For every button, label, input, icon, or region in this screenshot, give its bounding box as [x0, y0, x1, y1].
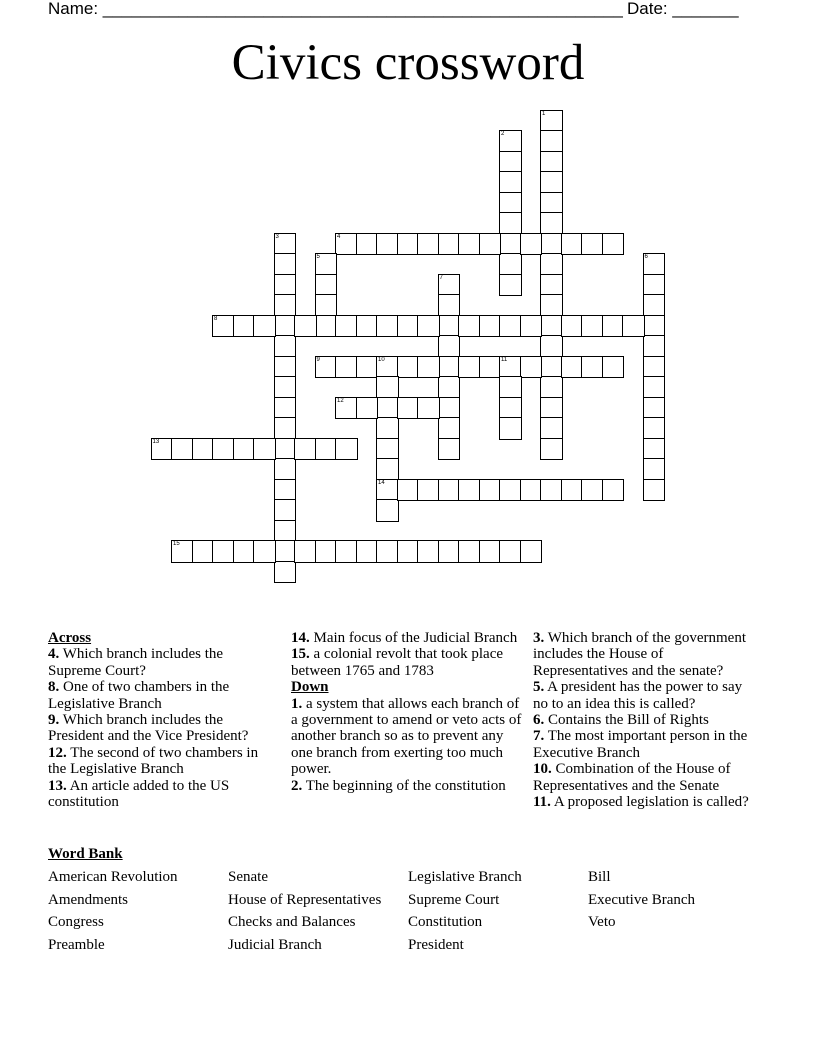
- cell-number: 8: [214, 315, 218, 322]
- crossword-cell[interactable]: [274, 561, 297, 584]
- crossword-cell[interactable]: [438, 438, 461, 461]
- cell-number: 11: [501, 356, 508, 363]
- crossword-cell[interactable]: [274, 335, 297, 358]
- crossword-cell[interactable]: [540, 438, 563, 461]
- crossword-cell[interactable]: [499, 274, 522, 297]
- crossword-cell[interactable]: [253, 438, 276, 461]
- clue-text: Contains the Bill of Rights: [544, 712, 709, 729]
- clue-number: 3.: [533, 630, 545, 646]
- crossword-cell[interactable]: [643, 356, 666, 379]
- crossword-cell[interactable]: [499, 171, 522, 194]
- crossword-cell[interactable]: [540, 212, 563, 235]
- clue-number: 9.: [48, 712, 60, 729]
- crossword-cell[interactable]: [294, 315, 317, 338]
- clue-text: Which branch of the government includes the House of Representatives and the senate?: [533, 630, 746, 679]
- crossword-cell[interactable]: [356, 315, 379, 338]
- crossword-cell[interactable]: [376, 438, 399, 461]
- clue-across-8: [48, 679, 280, 712]
- crossword-cell[interactable]: [315, 356, 338, 379]
- crossword-cell[interactable]: [520, 540, 543, 563]
- crossword-cell[interactable]: [540, 192, 563, 215]
- crossword-cell[interactable]: [233, 540, 256, 563]
- crossword-cell[interactable]: [335, 233, 358, 256]
- word-bank-item: Senate: [228, 869, 268, 885]
- clue-text: Combination of the House of Representatives and the Senate: [533, 761, 731, 794]
- down-heading: Down: [291, 679, 329, 696]
- crossword-cell[interactable]: [602, 479, 625, 502]
- clues-column-3: [533, 630, 758, 810]
- crossword-cell[interactable]: [274, 479, 297, 502]
- crossword-cell[interactable]: [499, 233, 522, 256]
- crossword-cell[interactable]: [376, 458, 399, 481]
- crossword-cell[interactable]: [417, 315, 440, 338]
- crossword-cell[interactable]: [397, 233, 420, 256]
- crossword-cell[interactable]: [540, 356, 563, 379]
- crossword-cell[interactable]: [602, 233, 625, 256]
- crossword-cell[interactable]: [376, 233, 399, 256]
- crossword-cell[interactable]: [417, 356, 440, 379]
- word-bank-item: Congress: [48, 914, 104, 930]
- clue-across-9: [48, 712, 280, 745]
- clue-text: a colonial revolt that took place between 1765 and 1783: [291, 646, 504, 679]
- word-bank-title: Word Bank: [48, 846, 123, 862]
- crossword-cell[interactable]: [520, 356, 543, 379]
- crossword-cell[interactable]: [253, 540, 276, 563]
- crossword-cell[interactable]: [540, 479, 563, 502]
- crossword-cell[interactable]: [540, 151, 563, 174]
- crossword-cell[interactable]: [417, 479, 440, 502]
- clue-number: 8.: [48, 679, 60, 696]
- clue-text: An article added to the US constitution: [48, 777, 230, 811]
- crossword-cell[interactable]: [602, 315, 625, 338]
- crossword-cell[interactable]: [335, 397, 358, 420]
- crossword-cell[interactable]: [376, 479, 399, 502]
- crossword-cell[interactable]: [335, 315, 358, 338]
- clue-text: Main focus of the Judicial Branch: [309, 630, 518, 646]
- crossword-cell[interactable]: [643, 274, 666, 297]
- date-field-label: Date: _______: [627, 0, 739, 18]
- crossword-cell[interactable]: [561, 479, 584, 502]
- clue-down-10: [533, 761, 758, 794]
- crossword-cell[interactable]: [643, 458, 666, 481]
- crossword-cell[interactable]: [540, 110, 563, 133]
- crossword-cell[interactable]: [499, 540, 522, 563]
- word-bank-item: American Revolution: [48, 869, 178, 885]
- clue-text: The second of two chambers in the Legislative Branch: [48, 744, 259, 778]
- cell-number: 14: [378, 479, 385, 486]
- crossword-cell[interactable]: [274, 294, 297, 317]
- page-title: Civics crossword: [231, 35, 585, 91]
- crossword-cell[interactable]: [274, 438, 297, 461]
- clue-number: 14.: [291, 630, 310, 646]
- clue-across-14: [291, 630, 523, 646]
- crossword-cell[interactable]: [479, 315, 502, 338]
- word-bank-item: Executive Branch: [588, 892, 696, 908]
- crossword-cell[interactable]: [499, 315, 522, 338]
- cell-number: 3: [275, 233, 279, 240]
- crossword-cell[interactable]: [438, 540, 461, 563]
- crossword-cell[interactable]: [458, 315, 481, 338]
- clue-number: 12.: [48, 744, 67, 761]
- crossword-cell[interactable]: [376, 376, 399, 399]
- clue-down-2: [291, 778, 523, 794]
- word-bank-item: President: [408, 937, 464, 953]
- crossword-cell[interactable]: [499, 356, 522, 379]
- clue-text: Which branch includes the President and the Vice President?: [48, 712, 249, 745]
- clue-number: 13.: [48, 777, 67, 794]
- cell-number: 10: [378, 356, 385, 363]
- clue-text: One of two chambers in the Legislative Branch: [48, 679, 230, 712]
- crossword-cell[interactable]: [274, 274, 297, 297]
- crossword-cell[interactable]: [376, 397, 399, 420]
- crossword-cell[interactable]: [561, 233, 584, 256]
- crossword-cell[interactable]: [274, 356, 297, 379]
- crossword-cell[interactable]: [499, 253, 522, 276]
- crossword-cell[interactable]: [335, 438, 358, 461]
- clue-across-12: [48, 745, 280, 778]
- crossword-cell[interactable]: [397, 397, 420, 420]
- crossword-cell[interactable]: [540, 315, 563, 338]
- crossword-cell[interactable]: [643, 479, 666, 502]
- crossword-cell[interactable]: [438, 294, 461, 317]
- crossword-cell[interactable]: [561, 315, 584, 338]
- clue-across-13: [48, 778, 280, 811]
- clue-number: 6.: [533, 712, 545, 729]
- crossword-cell[interactable]: [274, 540, 297, 563]
- across-heading: Across: [48, 630, 92, 646]
- crossword-cell[interactable]: [274, 315, 297, 338]
- crossword-cell[interactable]: [540, 417, 563, 440]
- crossword-cell[interactable]: [356, 233, 379, 256]
- crossword-cell[interactable]: [417, 397, 440, 420]
- clue-down-6: [533, 712, 758, 728]
- crossword-cell[interactable]: [499, 151, 522, 174]
- crossword-cell[interactable]: [581, 479, 604, 502]
- crossword-cell[interactable]: [479, 356, 502, 379]
- crossword-cell[interactable]: [438, 233, 461, 256]
- crossword-cell[interactable]: [540, 253, 563, 276]
- crossword-cell[interactable]: [335, 540, 358, 563]
- crossword-cell[interactable]: [233, 315, 256, 338]
- word-bank-item: Bill: [588, 869, 611, 885]
- clue-text: The beginning of the constitution: [302, 777, 506, 794]
- crossword-cell[interactable]: [643, 253, 666, 276]
- crossword-cell[interactable]: [520, 479, 543, 502]
- crossword-cell[interactable]: [274, 417, 297, 440]
- crossword-cell[interactable]: [643, 294, 666, 317]
- clue-across-15: [291, 646, 523, 679]
- crossword-cell[interactable]: [540, 335, 563, 358]
- crossword-cell[interactable]: [643, 397, 666, 420]
- clue-text: A president has the power to say no to an idea this is called?: [533, 679, 743, 712]
- crossword-cell[interactable]: [171, 540, 194, 563]
- crossword-cell[interactable]: [376, 540, 399, 563]
- cell-number: 5: [316, 254, 320, 260]
- crossword-cell[interactable]: [356, 397, 379, 420]
- word-bank-item: Legislative Branch: [408, 869, 522, 885]
- cell-number: 4: [337, 233, 341, 240]
- crossword-cell[interactable]: [376, 356, 399, 379]
- clues-column-2: [291, 630, 523, 794]
- cell-number: 7: [439, 274, 443, 281]
- crossword-cell[interactable]: [438, 356, 461, 379]
- crossword-cell[interactable]: [417, 233, 440, 256]
- crossword-cell[interactable]: [499, 130, 522, 153]
- crossword-cell[interactable]: [520, 315, 543, 338]
- clue-down-11: [533, 794, 758, 810]
- cell-number: 1: [542, 110, 546, 117]
- clue-number: 11.: [533, 794, 551, 811]
- clue-number: 2.: [291, 777, 303, 794]
- crossword-cell[interactable]: [274, 233, 297, 256]
- crossword-cell[interactable]: [192, 540, 215, 563]
- crossword-cell[interactable]: [274, 499, 297, 522]
- crossword-cell[interactable]: [356, 356, 379, 379]
- crossword-cell[interactable]: [274, 397, 297, 420]
- clue-number: 5.: [533, 679, 545, 696]
- crossword-cell[interactable]: [438, 335, 461, 358]
- crossword-cell[interactable]: [315, 294, 338, 317]
- crossword-cell[interactable]: [376, 499, 399, 522]
- crossword-cell[interactable]: [540, 233, 563, 256]
- word-bank-item: Constitution: [408, 914, 483, 930]
- cell-number: 9: [316, 356, 320, 363]
- crossword-cell[interactable]: [438, 376, 461, 399]
- crossword-cell[interactable]: [253, 315, 276, 338]
- crossword-cell[interactable]: [274, 253, 297, 276]
- crossword-cell[interactable]: [540, 274, 563, 297]
- crossword-cell[interactable]: [315, 274, 338, 297]
- crossword-cell[interactable]: [458, 540, 481, 563]
- crossword-cell[interactable]: [479, 233, 502, 256]
- crossword-cell[interactable]: [458, 356, 481, 379]
- crossword-cell[interactable]: [643, 417, 666, 440]
- crossword-cell[interactable]: [397, 540, 420, 563]
- crossword-cell[interactable]: [581, 356, 604, 379]
- name-field-label: Name: _______________________________________________________: [48, 0, 623, 18]
- crossword-cell[interactable]: [274, 520, 297, 543]
- crossword-cell[interactable]: [499, 192, 522, 215]
- crossword-cell[interactable]: [212, 540, 235, 563]
- crossword-cell[interactable]: [458, 479, 481, 502]
- crossword-cell[interactable]: [192, 438, 215, 461]
- cell-number: 6: [644, 254, 648, 260]
- crossword-cell[interactable]: [479, 540, 502, 563]
- crossword-cell[interactable]: [438, 274, 461, 297]
- crossword-cell[interactable]: [643, 376, 666, 399]
- clue-down-7: [533, 728, 758, 761]
- clue-number: 1.: [291, 695, 303, 712]
- clue-text: A proposed legislation is called?: [550, 794, 749, 811]
- clue-down-5: [533, 679, 758, 712]
- crossword-cell[interactable]: [233, 438, 256, 461]
- crossword-cell[interactable]: [540, 397, 563, 420]
- crossword-cell[interactable]: [171, 438, 194, 461]
- crossword-cell[interactable]: [315, 253, 338, 276]
- crossword-cell[interactable]: [335, 356, 358, 379]
- word-bank-item: Veto: [588, 914, 616, 930]
- crossword-cell[interactable]: [499, 212, 522, 235]
- crossword-cell[interactable]: [581, 233, 604, 256]
- crossword-cell[interactable]: [397, 479, 420, 502]
- crossword-cell[interactable]: [294, 438, 317, 461]
- crossword-cell[interactable]: [212, 438, 235, 461]
- crossword-cell[interactable]: [397, 315, 420, 338]
- word-bank-item: Checks and Balances: [228, 914, 356, 930]
- clue-number: 4.: [48, 646, 60, 663]
- word-bank-item: Preamble: [48, 937, 105, 953]
- clue-text: a system that allows each branch of a government to amend or veto acts of another branch so as to prevent any one branch from exerting too much power.: [291, 695, 522, 778]
- crossword-cell[interactable]: [315, 540, 338, 563]
- word-bank-item: House of Representatives: [228, 892, 382, 908]
- word-bank-item: Amendments: [48, 892, 128, 908]
- clue-down-3: [533, 630, 758, 679]
- clue-number: 10.: [533, 761, 552, 778]
- clue-number: 7.: [533, 728, 545, 745]
- clue-text: The most important person in the Executive Branch: [533, 728, 748, 761]
- crossword-cell[interactable]: [438, 479, 461, 502]
- clue-down-1: [291, 696, 523, 778]
- clue-across-4: [48, 646, 280, 679]
- crossword-cell[interactable]: [458, 233, 481, 256]
- crossword-cell[interactable]: [274, 376, 297, 399]
- crossword-cell[interactable]: [581, 315, 604, 338]
- crossword-cell[interactable]: [561, 356, 584, 379]
- crossword-cell[interactable]: [151, 438, 174, 461]
- crossword-cell[interactable]: [397, 356, 420, 379]
- crossword-cell[interactable]: [540, 130, 563, 153]
- crossword-cell[interactable]: [520, 233, 543, 256]
- crossword-cell[interactable]: [499, 397, 522, 420]
- clue-number: 15.: [291, 646, 310, 663]
- crossword-cell[interactable]: [356, 540, 379, 563]
- crossword-cell[interactable]: [376, 315, 399, 338]
- word-bank-item: Judicial Branch: [228, 937, 322, 953]
- crossword-cell[interactable]: [417, 540, 440, 563]
- crossword-cell[interactable]: [499, 376, 522, 399]
- crossword-cell[interactable]: [274, 458, 297, 481]
- word-bank-item: Supreme Court: [408, 892, 500, 908]
- crossword-cell[interactable]: [643, 315, 666, 338]
- crossword-cell[interactable]: [643, 438, 666, 461]
- crossword-cell[interactable]: [499, 417, 522, 440]
- crossword-cell[interactable]: [438, 315, 461, 338]
- cell-number: 13: [152, 438, 160, 445]
- crossword-cell[interactable]: [622, 315, 645, 338]
- crossword-cell[interactable]: [438, 397, 461, 420]
- crossword-cell[interactable]: [212, 315, 235, 338]
- crossword-cell[interactable]: [438, 417, 461, 440]
- crossword-cell[interactable]: [540, 171, 563, 194]
- clues-column-1: [48, 630, 280, 810]
- crossword-cell[interactable]: [376, 417, 399, 440]
- clue-text: Which branch includes the Supreme Court?: [48, 646, 224, 679]
- crossword-cell[interactable]: [479, 479, 502, 502]
- cell-number: 2: [501, 131, 505, 137]
- crossword-cell[interactable]: [294, 540, 317, 563]
- crossword-cell[interactable]: [315, 438, 338, 461]
- crossword-cell[interactable]: [643, 335, 666, 358]
- cell-number: 12: [337, 397, 344, 404]
- crossword-cell[interactable]: [315, 315, 338, 338]
- cell-number: 15: [173, 541, 180, 547]
- crossword-cell[interactable]: [499, 479, 522, 502]
- crossword-cell[interactable]: [540, 376, 563, 399]
- crossword-cell[interactable]: [602, 356, 625, 379]
- crossword-cell[interactable]: [540, 294, 563, 317]
